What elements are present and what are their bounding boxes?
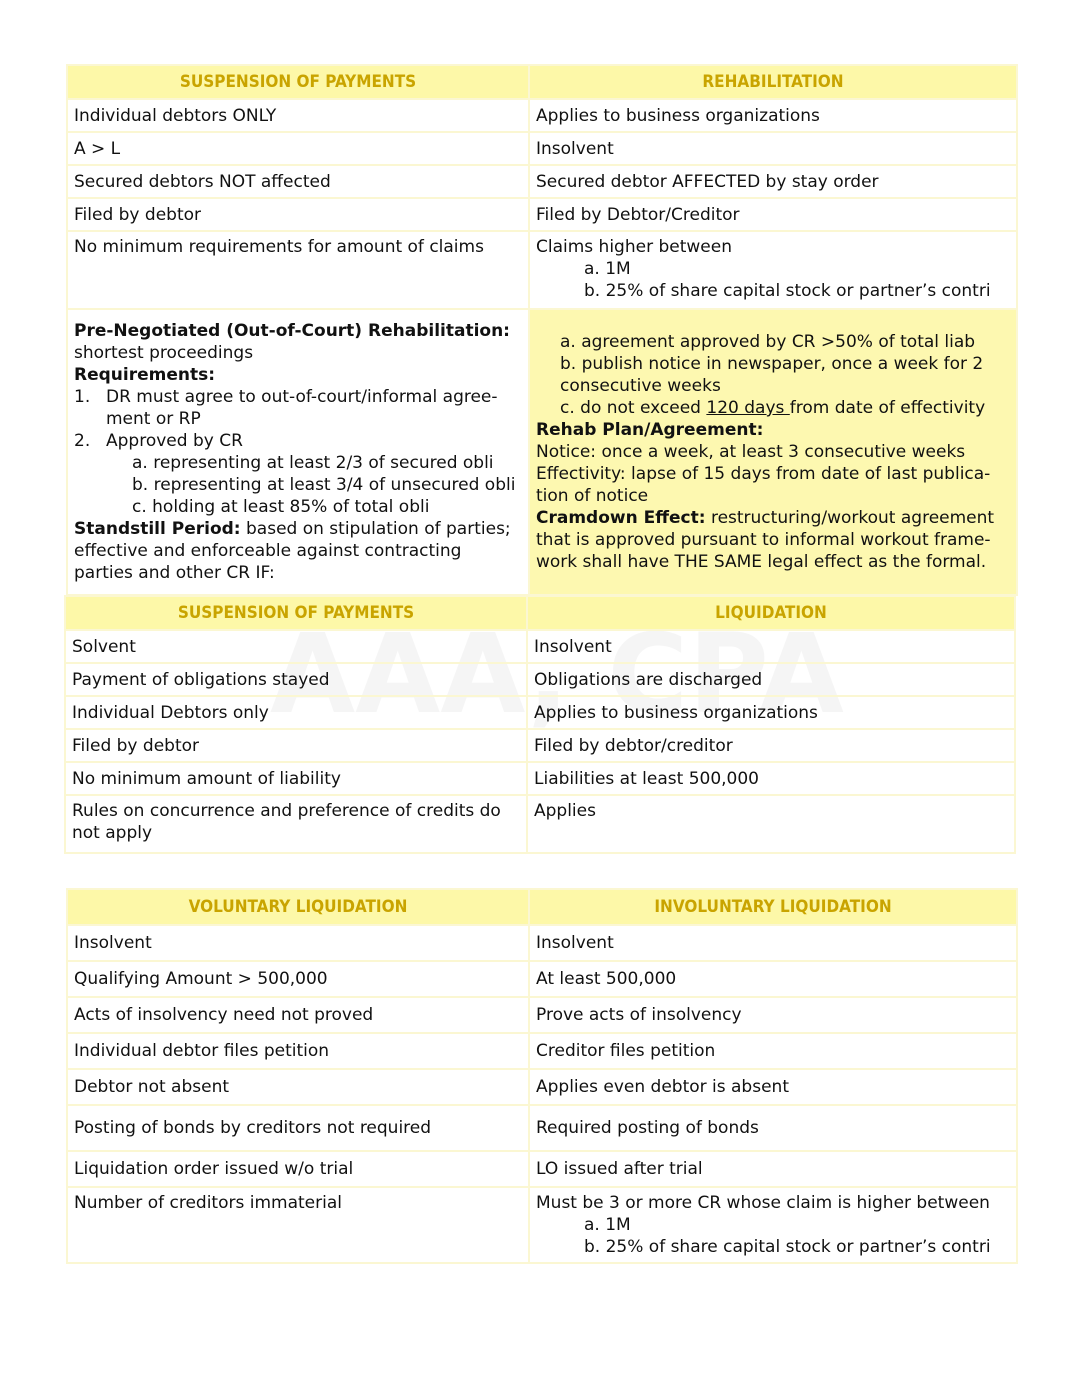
table-cell: Debtor not absent bbox=[67, 1069, 529, 1105]
list-text: Approved by CR bbox=[106, 431, 243, 451]
list-number: 2. bbox=[74, 431, 91, 451]
table-cell: Secured debtors NOT affected bbox=[67, 165, 529, 198]
table-cell: Required posting of bonds bbox=[529, 1105, 1017, 1151]
table-cell: Secured debtor AFFECTED by stay order bbox=[529, 165, 1017, 198]
rehab-plan-label bbox=[536, 419, 1010, 441]
table3-header-right: INVOLUNTARY LIQUIDATION bbox=[529, 889, 1017, 925]
pre-negotiated-title bbox=[74, 320, 522, 364]
creditors-main: Must be 3 or more CR whose claim is higher between bbox=[536, 1193, 990, 1213]
voluntary-vs-involuntary-table bbox=[66, 888, 1018, 1264]
table-cell: Individual debtor files petition bbox=[67, 1033, 529, 1069]
table-cell: Applies even debtor is absent bbox=[529, 1069, 1017, 1105]
table-cell-claims bbox=[529, 231, 1017, 309]
table-cell: Applies to business organizations bbox=[529, 99, 1017, 132]
table-cell: Liabilities at least 500,000 bbox=[527, 762, 1015, 795]
list-subitem: c. holding at least 85% of total obli bbox=[132, 497, 430, 517]
table-cell: Individual debtors ONLY bbox=[67, 99, 529, 132]
table-cell: Filed by debtor bbox=[67, 198, 529, 231]
notice-text: Notice: once a week, at least 3 consecutive weeks bbox=[536, 442, 966, 462]
table-cell: A > L bbox=[67, 132, 529, 165]
table-cell: At least 500,000 bbox=[529, 961, 1017, 997]
table-cell: Number of creditors immaterial bbox=[67, 1187, 529, 1263]
standstill-bold: Standstill Period: bbox=[74, 519, 241, 539]
table-cell: Acts of insolvency need not proved bbox=[67, 997, 529, 1033]
creditors-sub-b: b. 25% of share capital stock or partner’s contri bbox=[584, 1237, 991, 1257]
table-cell: Solvent bbox=[65, 630, 527, 663]
condition-c-pre: c. do not exceed bbox=[560, 398, 707, 418]
condition-b: b. publish notice in newspaper, once a week for 2 consecutive weeks bbox=[560, 354, 984, 396]
table1-header-right: REHABILITATION bbox=[529, 65, 1017, 99]
list-subitem: b. representing at least 3/4 of unsecured obli bbox=[132, 475, 516, 495]
list-subitem: a. representing at least 2/3 of secured obli bbox=[132, 453, 494, 473]
list-number: 1. bbox=[74, 387, 91, 407]
rehab-plan-label-text: Rehab Plan/Agreement: bbox=[536, 420, 764, 440]
table-cell: Applies to business organizations bbox=[527, 696, 1015, 729]
table-cell: Insolvent bbox=[529, 925, 1017, 961]
table-cell: Prove acts of insolvency bbox=[529, 997, 1017, 1033]
table-cell: Insolvent bbox=[67, 925, 529, 961]
table-cell: Filed by debtor/creditor bbox=[527, 729, 1015, 762]
suspension-vs-rehabilitation-table bbox=[66, 64, 1018, 596]
table-cell: Liquidation order issued w/o trial bbox=[67, 1151, 529, 1187]
suspension-vs-liquidation-table bbox=[64, 595, 1016, 854]
claims-sub-b: b. 25% of share capital stock or partner’s contri bbox=[584, 281, 991, 301]
table-cell: LO issued after trial bbox=[529, 1151, 1017, 1187]
list-text: DR must agree to out-of-court/informal agree-ment or RP bbox=[106, 387, 498, 429]
pre-negotiated-left bbox=[67, 309, 529, 595]
table-cell: Obligations are discharged bbox=[527, 663, 1015, 696]
table-cell: No minimum amount of liability bbox=[65, 762, 527, 795]
claims-main: Claims higher between bbox=[536, 237, 732, 257]
table-cell: Filed by debtor bbox=[65, 729, 527, 762]
condition-c-days: 120 days bbox=[706, 398, 790, 418]
pre-negotiated-right bbox=[529, 309, 1017, 595]
requirements-label bbox=[74, 364, 522, 386]
table-cell: Rules on concurrence and preference of credits do not apply bbox=[65, 795, 527, 853]
standstill-period bbox=[74, 518, 522, 584]
standstill-rest: based on stipulation of parties; effective and enforceable against contracting parties and other CR IF: bbox=[74, 519, 511, 583]
list-item bbox=[74, 386, 522, 430]
table-cell: Qualifying Amount > 500,000 bbox=[67, 961, 529, 997]
cramdown-bold: Cramdown Effect: bbox=[536, 508, 706, 528]
condition-c bbox=[536, 397, 1010, 419]
table2-header-right: LIQUIDATION bbox=[527, 596, 1015, 630]
table-cell: Insolvent bbox=[529, 132, 1017, 165]
cramdown-rest: restructuring/workout agreement that is approved pursuant to informal workout frame-work shall have THE SAME legal effect as the formal. bbox=[536, 508, 995, 572]
table-cell-creditors bbox=[529, 1187, 1017, 1263]
effectivity-text: Effectivity: lapse of 15 days from date of last publica-tion of notice bbox=[536, 464, 991, 506]
table2-header-left: SUSPENSION OF PAYMENTS bbox=[65, 596, 527, 630]
claims-sub-a: a. 1M bbox=[584, 259, 631, 279]
table-cell: Payment of obligations stayed bbox=[65, 663, 527, 696]
table-cell: No minimum requirements for amount of claims bbox=[67, 231, 529, 309]
table-cell: Individual Debtors only bbox=[65, 696, 527, 729]
pre-negotiated-title-rest: shortest proceedings bbox=[74, 343, 254, 363]
table-cell: Filed by Debtor/Creditor bbox=[529, 198, 1017, 231]
table3-header-left: VOLUNTARY LIQUIDATION bbox=[67, 889, 529, 925]
table-cell: Posting of bonds by creditors not required bbox=[67, 1105, 529, 1151]
table-cell: Creditor files petition bbox=[529, 1033, 1017, 1069]
pre-negotiated-title-bold: Pre-Negotiated (Out-of-Court) Rehabilitation: bbox=[74, 321, 510, 341]
condition-c-post: from date of effectivity bbox=[789, 398, 986, 418]
list-item bbox=[74, 430, 522, 452]
table1-header-left: SUSPENSION OF PAYMENTS bbox=[67, 65, 529, 99]
condition-a: a. agreement approved by CR >50% of total liab bbox=[560, 332, 976, 352]
cramdown-effect bbox=[536, 507, 1010, 573]
creditors-sub-a: a. 1M bbox=[584, 1215, 631, 1235]
table-cell: Applies bbox=[527, 795, 1015, 853]
requirements-label-text: Requirements: bbox=[74, 365, 216, 385]
table-cell: Insolvent bbox=[527, 630, 1015, 663]
